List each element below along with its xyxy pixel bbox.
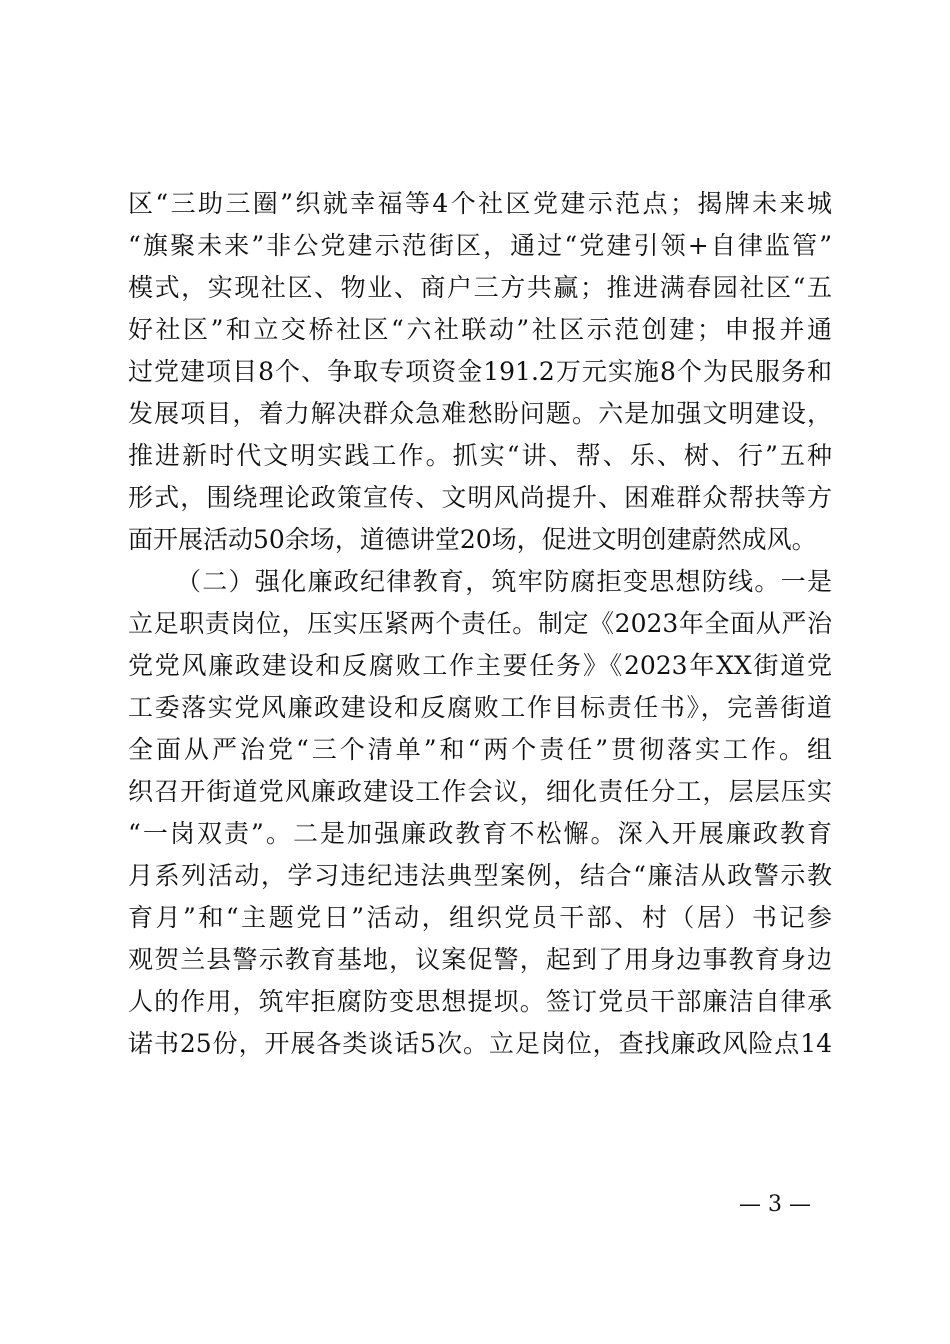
body-text-line: 模式，实现社区、物业、商户三方共赢；推进满春园社区“五 [128, 273, 832, 302]
body-text-line: 工委落实党风廉政建设和反腐败工作目标责任书》，完善街道 [128, 693, 832, 722]
section-heading-line: （二）强化廉政纪律教育，筑牢防腐拒变思想防线。一是 [176, 567, 832, 596]
body-text-line: 人的作用，筑牢拒腐防变思想提坝。签订党员干部廉洁自律承 [128, 987, 832, 1016]
body-text-line: 过党建项目8个、争取专项资金191.2万元实施8个为民服务和 [128, 357, 832, 386]
body-text-line: 面开展活动50余场，道德讲堂20场，促进文明创建蔚然成风。 [128, 525, 817, 554]
body-text-line: 推进新时代文明实践工作。抓实“讲、帮、乐、树、行”五种 [128, 441, 832, 470]
body-text-line: 诺书25份，开展各类谈话5次。立足岗位，查找廉政风险点14 [128, 1029, 832, 1058]
body-text-line: 形式，围绕理论政策宣传、文明风尚提升、困难群众帮扶等方 [128, 483, 832, 512]
body-text-line: 全面从严治党“三个清单”和“两个责任”贯彻落实工作。组 [128, 735, 832, 764]
page-number: — 3 — [739, 1192, 811, 1217]
body-text-line: 立足职责岗位，压实压紧两个责任。制定《2023年全面从严治 [128, 609, 832, 638]
body-text-line: 党党风廉政建设和反腐败工作主要任务》《2023年XX街道党 [128, 651, 832, 680]
body-text-line: “旗聚未来”非公党建示范街区，通过“党建引领+自律监管” [128, 231, 832, 260]
body-text-line: 月系列活动，学习违纪违法典型案例，结合“廉洁从政警示教 [128, 861, 832, 890]
body-text-line: 发展项目，着力解决群众急难愁盼问题。六是加强文明建设， [128, 399, 832, 428]
body-text-line: 育月”和“主题党日”活动，组织党员干部、村（居）书记参 [128, 903, 832, 932]
body-text-line: 区“三助三圈”织就幸福等4个社区党建示范点；揭牌未来城 [128, 189, 832, 218]
body-text-line: 好社区”和立交桥社区“六社联动”社区示范创建；申报并通 [128, 315, 832, 344]
body-text-line: 观贺兰县警示教育基地，议案促警，起到了用身边事教育身边 [128, 945, 832, 974]
body-text-line: “一岗双责”。二是加强廉政教育不松懈。深入开展廉政教育 [128, 819, 832, 848]
body-text-line: 织召开街道党风廉政建设工作会议，细化责任分工，层层压实 [128, 777, 832, 806]
